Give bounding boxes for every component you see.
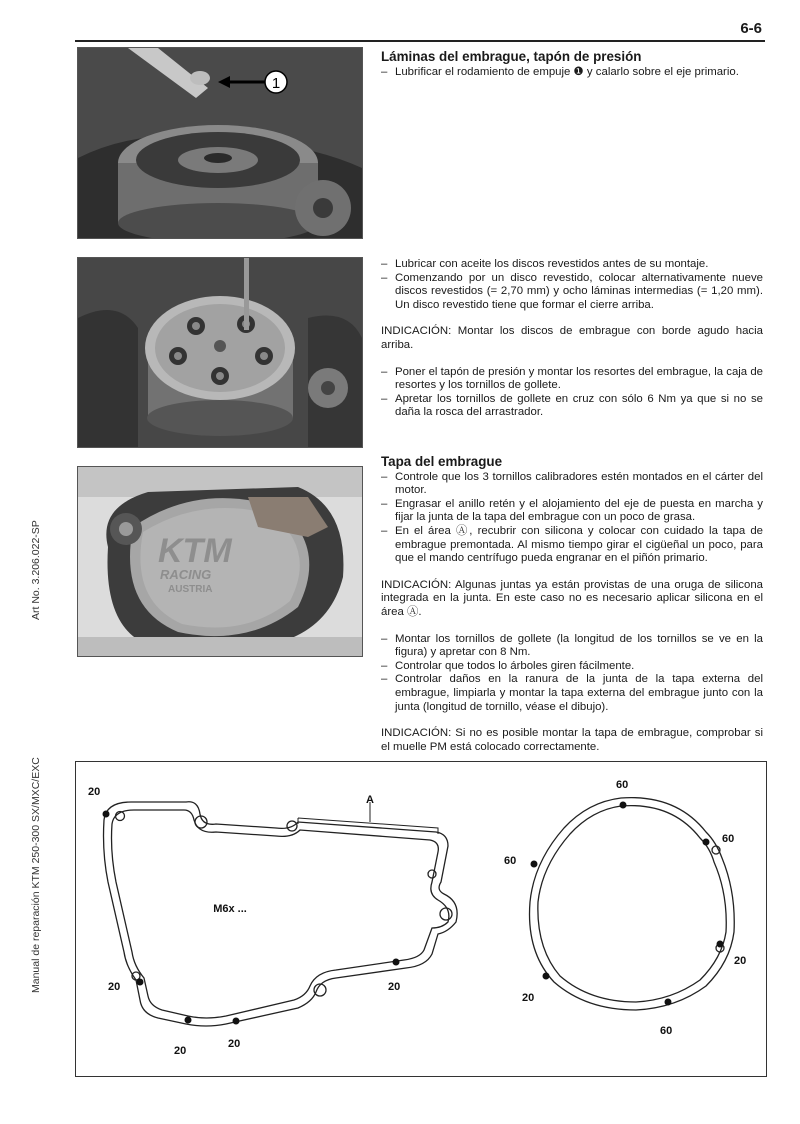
header-rule bbox=[75, 40, 765, 42]
section3-item: – Controlar daños en la ranura de la junta de la tapa externa del embrague, limpiarla y montar la tapa externa del embrague junto con la junta (longitud de tornillo, véase el dibujo). bbox=[381, 673, 763, 714]
gasket-diagram bbox=[75, 761, 767, 1077]
torque-label: 20 bbox=[88, 786, 101, 798]
torque-label: 20 bbox=[108, 981, 121, 993]
photo-logo-ktm: KTM bbox=[158, 532, 232, 570]
section3-note: INDICACIÓN: Algunas juntas ya están provistas de una oruga de silicona integrada en la junta. En este caso no es necesario aplicar silicona en el área Ⓐ. bbox=[381, 578, 763, 618]
section-clutch-plates bbox=[381, 50, 763, 79]
torque-label: 60 bbox=[722, 833, 735, 845]
art-number: Art No. 3.206.022-SP bbox=[30, 520, 42, 620]
torque-label: 60 bbox=[616, 779, 629, 791]
section3-item: – Controle que los 3 tornillos calibradores estén montados en el cárter del motor. bbox=[381, 471, 763, 498]
section-clutch-cover bbox=[381, 455, 763, 754]
section3-item: – Engrasar el anillo retén y el alojamiento del eje de puesta en marcha y fijar la junta de la tapa del embrague con un poco de grasa. bbox=[381, 498, 763, 525]
torque-label: 60 bbox=[504, 855, 517, 867]
section2-item: – Comenzando por un disco revestido, colocar alternativamente nueve discos revestidos (= 2,70 mm) y ocho láminas intermedias (= 1,20 mm). Un disco revestido tiene que formar el cierre arriba. bbox=[381, 272, 763, 313]
page-number: 6-6 bbox=[740, 20, 762, 37]
clutch-cover-gasket bbox=[104, 802, 458, 1026]
torque-label: 20 bbox=[522, 992, 535, 1004]
torque-label: 60 bbox=[660, 1025, 673, 1037]
section1-title: Láminas del embrague, tapón de presión bbox=[381, 49, 642, 64]
area-a-label: A bbox=[366, 794, 374, 806]
section1-item: – Lubrificar el rodamiento de empuje ❶ y calarlo sobre el eje primario. bbox=[381, 66, 763, 80]
manual-title: Manual de reparación KTM 250-300 SX/MXC/EXC bbox=[30, 757, 42, 993]
torque-label: 20 bbox=[174, 1045, 187, 1057]
photo-logo-racing: RACING bbox=[160, 567, 212, 582]
section2-item: – Lubricar con aceite los discos revestidos antes de su montaje. bbox=[381, 258, 763, 272]
photo-logo-austria: AUSTRIA bbox=[168, 584, 213, 595]
photo-clutch-thrust-bearing bbox=[77, 47, 363, 239]
torque-label: 20 bbox=[388, 981, 401, 993]
section-plate-assembly bbox=[381, 258, 763, 420]
section3-item: – Controlar que todos lo árboles giren fácilmente. bbox=[381, 660, 763, 674]
section3-item: – Montar los tornillos de gollete (la longitud de los tornillos se ve en la figura) y apretar con 8 Nm. bbox=[381, 633, 763, 660]
photo-clutch-plates bbox=[77, 257, 363, 448]
torque-label: 20 bbox=[734, 955, 747, 967]
section2-note: INDICACIÓN: Montar los discos de embrague con borde agudo hacia arriba. bbox=[381, 325, 763, 351]
photo-callout-1: 1 bbox=[271, 75, 281, 92]
photo-clutch-cover bbox=[77, 466, 363, 657]
outer-cover-gasket bbox=[530, 798, 735, 1010]
section3-note: INDICACIÓN: Si no es posible montar la tapa de embrague, comprobar si el muelle PM está colocado correctamente. bbox=[381, 727, 763, 753]
section2-item: – Poner el tapón de presión y montar los resortes del embrague, la caja de resortes y los tornillos de gollete. bbox=[381, 366, 763, 393]
bolt-size-label: M6x ... bbox=[213, 903, 247, 915]
section3-title: Tapa del embrague bbox=[381, 454, 503, 469]
section3-item: – En el área Ⓐ, recubrir con silicona y colocar con cuidado la tapa de embrague premontada. Al mismo tiempo girar el cigüeñal un poco, para que el mando centrífugo pueda engranar en el piñón primario. bbox=[381, 525, 763, 566]
section2-item: – Apretar los tornillos de gollete en cruz con sólo 6 Nm ya que si no se daña la rosca del arrastrador. bbox=[381, 393, 763, 420]
torque-label: 20 bbox=[228, 1038, 241, 1050]
